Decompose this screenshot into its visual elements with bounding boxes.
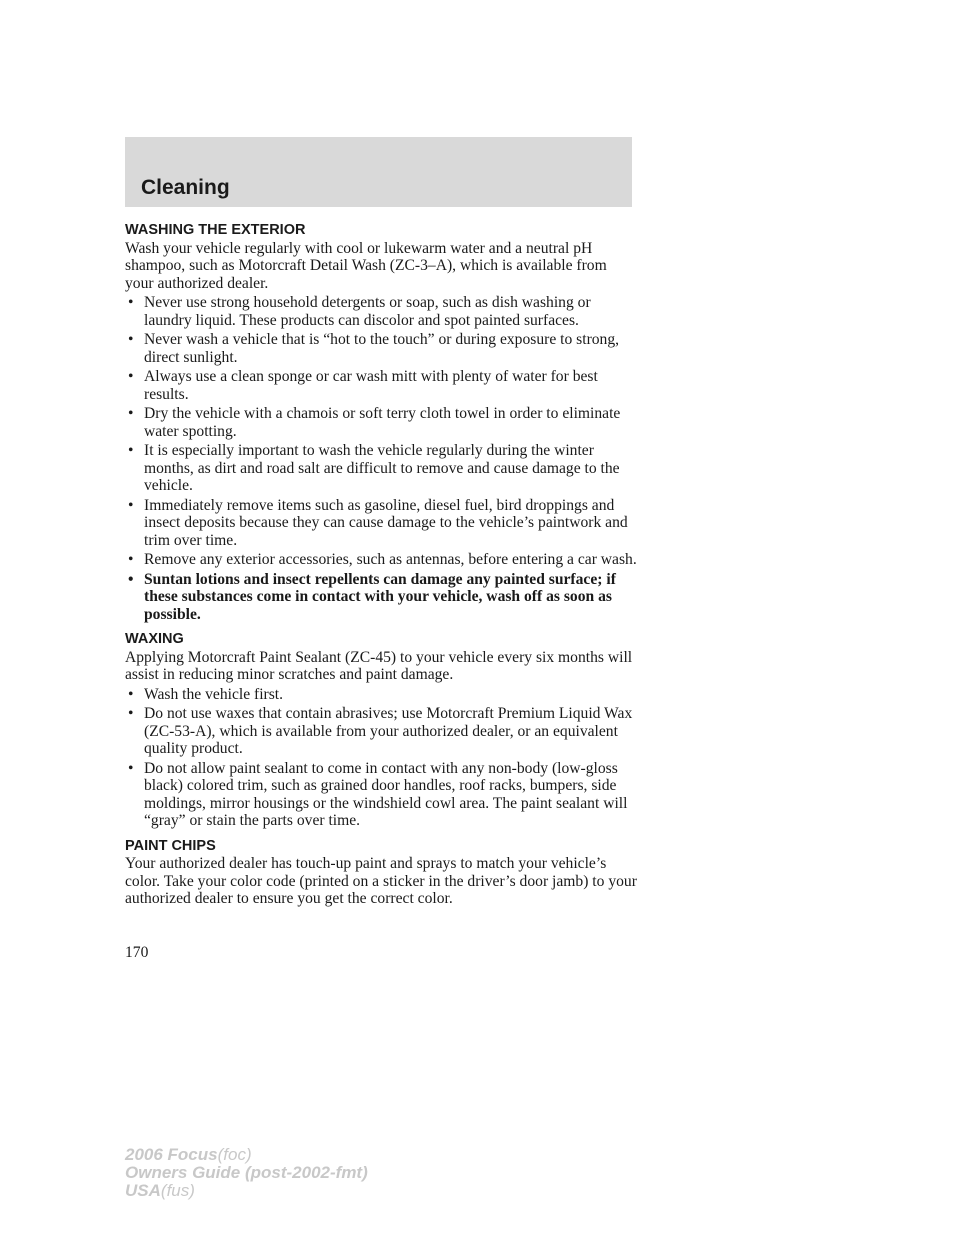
list-item-text: Never use strong household detergents or soap, such as dish washing or laundry liquid. These products can discolor and spot painted surfaces.	[144, 294, 591, 329]
washing-section	[125, 222, 637, 623]
list-item-text: Wash the vehicle first.	[144, 685, 284, 703]
bullet-icon: •	[128, 294, 134, 311]
footer-model-code: (foc)	[217, 1145, 252, 1164]
list-item	[125, 442, 637, 495]
bullet-icon: •	[128, 759, 134, 777]
list-item	[125, 497, 637, 550]
waxing-heading: WAXING	[125, 631, 184, 647]
list-item-text: Do not use waxes that contain abrasives; use Motorcraft Premium Liquid Wax (ZC-53-A), which is available from your authorized dealer, or an equivalent quality product.	[144, 705, 633, 757]
list-item	[125, 686, 637, 704]
list-item	[125, 705, 637, 758]
waxing-section	[125, 631, 637, 830]
bullet-icon: •	[128, 551, 134, 568]
waxing-bullet-list	[125, 686, 637, 830]
bullet-icon: •	[128, 405, 134, 422]
washing-heading: WASHING THE EXTERIOR	[125, 222, 306, 238]
footer-watermark	[125, 1146, 368, 1200]
bullet-icon: •	[128, 496, 134, 514]
bullet-icon: •	[128, 442, 134, 459]
list-item	[125, 331, 637, 366]
washing-bullet-list	[125, 294, 637, 623]
list-item	[125, 294, 637, 329]
washing-intro: Wash your vehicle regularly with cool or lukewarm water and a neutral pH shampoo, such as Motorcraft Detail Wash (ZC-3–A), which is available from your authorized dealer.	[125, 239, 607, 292]
list-item-text: Dry the vehicle with a chamois or soft terry cloth towel in order to eliminate water spotting.	[144, 405, 621, 440]
paint-chips-section	[125, 838, 637, 908]
waxing-intro: Applying Motorcraft Paint Sealant (ZC-45) to your vehicle every six months will assist in reducing minor scratches and paint damage.	[125, 648, 633, 683]
list-item-text: Never wash a vehicle that is “hot to the touch” or during exposure to strong, direct sunlight.	[144, 331, 620, 366]
bullet-icon: •	[128, 570, 134, 588]
page-content	[125, 222, 637, 908]
bullet-icon: •	[128, 685, 134, 703]
page-number: 170	[125, 944, 149, 961]
bullet-icon: •	[128, 368, 134, 385]
list-item	[125, 368, 637, 403]
list-item-text: Remove any exterior accessories, such as antennas, before entering a car wash.	[144, 551, 637, 568]
footer-region-code: (fus)	[160, 1181, 195, 1200]
list-item	[125, 551, 637, 569]
list-item-text: Always use a clean sponge or car wash mitt with plenty of water for best results.	[144, 368, 598, 403]
footer-line-model	[125, 1146, 368, 1164]
bullet-icon: •	[128, 331, 134, 348]
footer-line-guide	[125, 1164, 368, 1182]
paint-chips-body: Your authorized dealer has touch-up paint and sprays to match your vehicle’s color. Take your color code (printed on a sticker in the driver’s door jamb) to your authorized dealer to ensure you get the correct color.	[125, 855, 637, 907]
list-item-text: It is especially important to wash the vehicle regularly during the winter months, as dirt and road salt are difficult to remove and cause damage to the vehicle.	[144, 442, 620, 494]
footer-model: 2006 Focus	[125, 1145, 218, 1164]
warning-list-item	[125, 571, 637, 624]
paint-chips-heading: PAINT CHIPS	[125, 837, 216, 854]
bullet-icon: •	[128, 705, 134, 722]
section-title: Cleaning	[141, 176, 230, 199]
list-item-text: Do not allow paint sealant to come in contact with any non-body (low-gloss black) colored trim, such as grained door handles, roof racks, bumpers, side moldings, mirror housings or the windshield cowl area. The paint sealant will “gray” or stain the parts over time.	[144, 759, 628, 829]
list-item	[125, 405, 637, 440]
list-item	[125, 760, 637, 830]
list-item-text: Suntan lotions and insect repellents can damage any painted surface; if these substances come in contact with your vehicle, wash off as soon as possible.	[144, 570, 616, 623]
footer-line-region	[125, 1182, 368, 1200]
footer-region: USA	[125, 1181, 161, 1200]
footer-guide: Owners Guide (post-2002-fmt)	[125, 1163, 368, 1182]
list-item-text: Immediately remove items such as gasoline, diesel fuel, bird droppings and insect deposits because they can cause damage to the vehicle’s paintwork and trim over time.	[144, 496, 628, 549]
